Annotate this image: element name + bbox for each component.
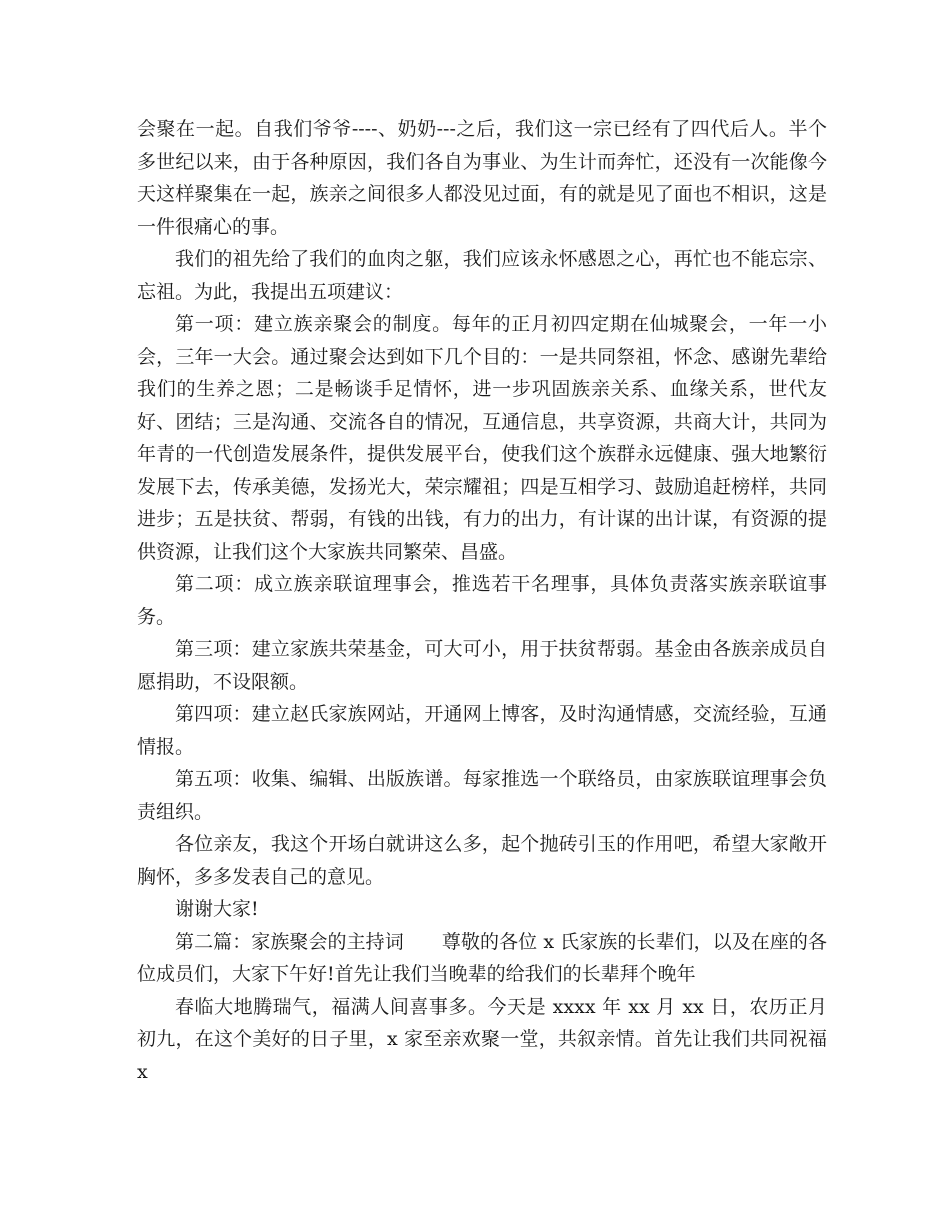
paragraph-second-article-heading: 第二篇：家族聚会的主持词 尊敬的各位 x 氏家族的长辈们，以及在座的各位成员们，大家下午好!首先让我们当晚辈的给我们的长辈拜个晚年	[137, 930, 827, 985]
paragraph-spring-greeting: 春临大地腾瑞气，福满人间喜事多。今天是 xxxx 年 xx 月 xx 日，农历正月初九，在这个美好的日子里，x 家至亲欢聚一堂，共叙亲情。首先让我们共同祝福 x	[137, 995, 834, 1083]
paragraph-item-5: 第五项：收集、编辑、出版族谱。每家推选一个联络员，由家族联谊理事会负责组织。	[137, 768, 827, 823]
paragraph-item-1: 第一项：建立族亲聚会的制度。每年的正月初四定期在仙城聚会，一年一小会，三年一大会。通过聚会达到如下几个目的：一是共同祭祖，怀念、感谢先辈给我们的生养之恩；二是畅谈手足情怀，进一步巩固族亲关系、血缘关系，世代友好、团结；三是沟通、交流各自的情况，互通信息，共享资源，共商大计，共同为年青的一代创造发展条件，提供发展平台，使我们这个族群永远健康、强大地繁衍发展下去，传承美德，发扬光大，荣宗耀祖；四是互相学习、鼓励追赶榜样，共同进步；五是扶贫、帮弱，有钱的出钱，有力的出力，有计谋的出计谋，有资源的提供资源，让我们这个大家族共同繁荣、昌盛。	[137, 313, 827, 563]
paragraph-item-3: 第三项：建立家族共荣基金，可大可小，用于扶贫帮弱。基金由各族亲成员自愿捐助，不设限额。	[137, 638, 827, 693]
paragraph-continuation: 会聚在一起。自我们爷爷----、奶奶---之后，我们这一宗已经有了四代后人。半个多世纪以来，由于各种原因，我们各自为事业、为生计而奔忙，还没有一次能像今天这样聚集在一起，族亲之间很多人都没见过面，有的就是见了面也不相识，这是一件很痛心的事。	[137, 118, 827, 238]
paragraph-item-4: 第四项：建立赵氏家族网站，开通网上博客，及时沟通情感，交流经验，互通情报。	[137, 703, 827, 758]
paragraph-thanks: 谢谢大家!	[175, 898, 259, 920]
paragraph-gratitude: 我们的祖先给了我们的血肉之躯，我们应该永怀感恩之心，再忙也不能忘宗、忘祖。为此，我提出五项建议：	[137, 248, 827, 303]
paragraph-closing: 各位亲友，我这个开场白就讲这么多，起个抛砖引玉的作用吧，希望大家敞开胸怀，多多发表自己的意见。	[137, 833, 827, 888]
body-text	[137, 113, 834, 1088]
paragraph-item-2: 第二项：成立族亲联谊理事会，推选若干名理事，具体负责落实族亲联谊事务。	[137, 573, 827, 628]
